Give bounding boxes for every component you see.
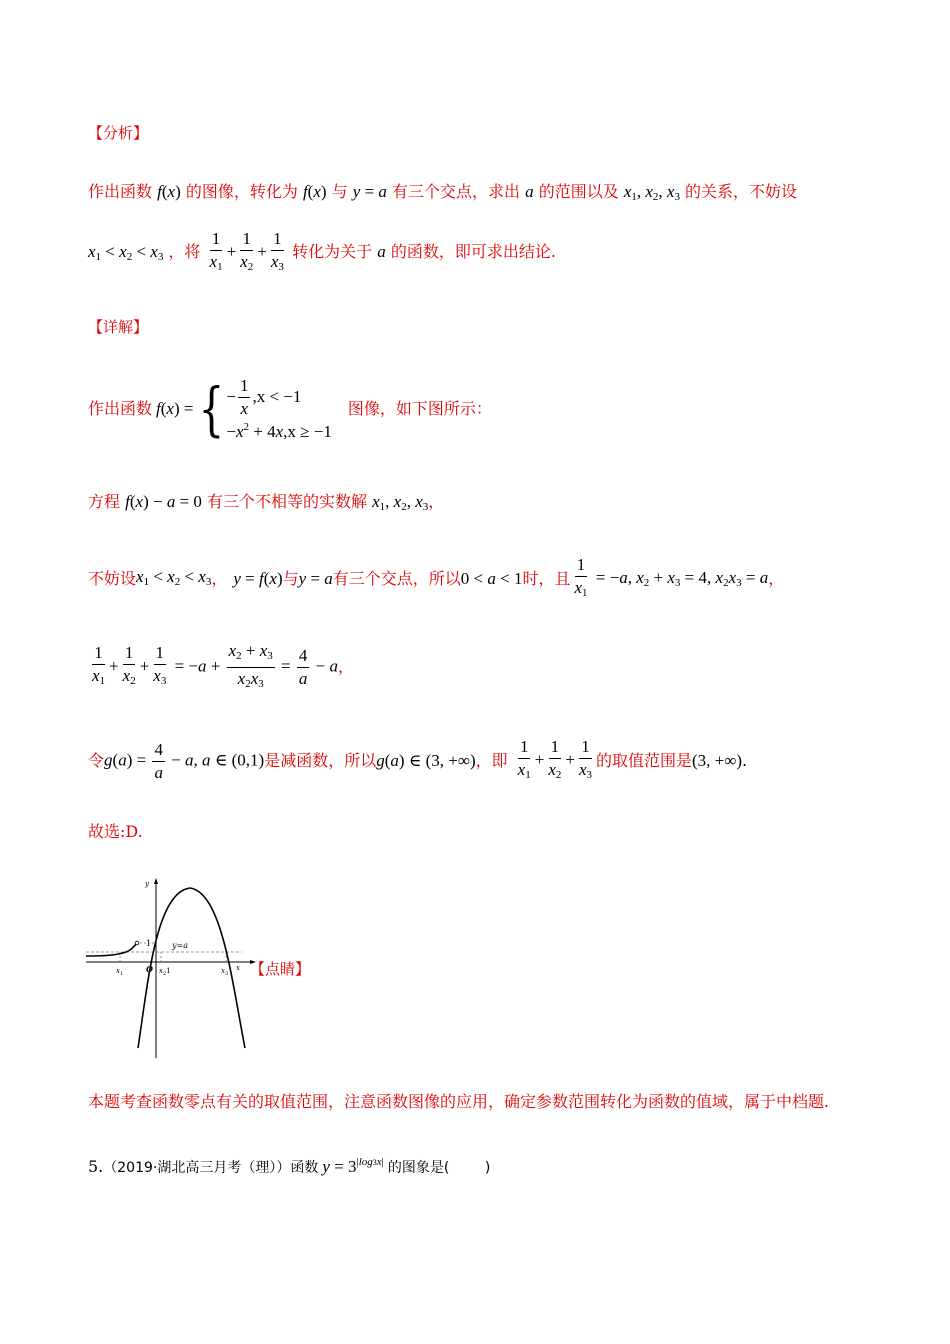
math-equation: f(x) − a = 0 bbox=[125, 492, 202, 511]
comment-heading: 【点睛】 bbox=[250, 960, 311, 978]
math-g: g(a) = $\frac{4}{a}$ − a, a ∈ (0,1) bbox=[104, 739, 265, 782]
piecewise-brace: { bbox=[199, 375, 225, 443]
analysis-text: 转化为关于 bbox=[292, 241, 373, 261]
piecewise-line bbox=[88, 374, 492, 444]
piecewise-cases: − $\frac{1}{x}$ , x < −1 $-x^2 + 4x,x \ge -1$ bbox=[226, 375, 332, 441]
math-y-eq-a: y = a bbox=[298, 569, 333, 588]
analysis-text: 的函数，即可求出结论. bbox=[390, 241, 556, 261]
x1-label: $x_1$ bbox=[116, 967, 124, 977]
analysis-text: 作出函数 bbox=[88, 182, 153, 201]
math-x123: $x_1$, $x_2$, $x_3$ bbox=[372, 492, 429, 513]
detail-text: 是减函数，所以 bbox=[264, 751, 377, 770]
detail-text: 有三个不相等的实数解 bbox=[207, 492, 368, 511]
detail-text: 不妨设 bbox=[88, 569, 137, 588]
analysis-text: 的图像，转化为 bbox=[185, 182, 298, 201]
math-function: $y = 3^{|log3x|}$ bbox=[322, 1156, 384, 1176]
origin-label: O bbox=[146, 964, 153, 974]
detail-text: 时，且 bbox=[522, 569, 571, 588]
detail-text: ，即 bbox=[475, 751, 508, 770]
y-axis-arrow bbox=[154, 878, 158, 884]
math-a: a bbox=[525, 182, 534, 201]
x3-label: $x_3$ bbox=[221, 967, 229, 977]
assume-line: 不妨设 $x_1 < x_2 < x_3$ ， y = f(x) 与 y = a 有三个交点，所以 0 < a < 1 时，且 $\frac{1}{x_1}$ = −a, $x_2 + x_3 = 4$, $x_2x_3 = a$ ， bbox=[88, 555, 784, 603]
analysis-line-2 bbox=[88, 230, 556, 276]
analysis-text: 与 bbox=[331, 182, 348, 201]
math-y-eq-a: y = a bbox=[352, 182, 387, 201]
math-relations: $\frac{1}{x_1}$ = −a, $x_2 + x_3 = 4$, $x_2x_3 = a$ bbox=[574, 555, 769, 599]
detail-text: 作出函数 bbox=[88, 399, 153, 418]
math-a: a bbox=[377, 241, 386, 261]
left-branch-curve bbox=[86, 943, 137, 956]
math-y-eq-fx: y = f(x) bbox=[233, 569, 283, 588]
analysis-text: 有三个交点，求出 bbox=[392, 182, 521, 201]
analysis-heading: 【分析】 bbox=[88, 124, 149, 142]
math-fx: f(x) bbox=[302, 182, 327, 201]
math-x123: $x_1$, $x_2$, $x_3$ bbox=[623, 182, 680, 203]
detail-text: 方程 bbox=[88, 492, 121, 511]
detail-text: 与 bbox=[282, 569, 299, 588]
question-5 bbox=[88, 1152, 490, 1178]
detail-heading: 【详解】 bbox=[88, 318, 149, 336]
equation-line: 方程 f(x) − a = 0 有三个不相等的实数解 $x_1$, $x_2$, $x_3$， bbox=[88, 492, 445, 513]
parabola-curve bbox=[138, 888, 245, 1048]
answer-text: 故选:D. bbox=[88, 822, 143, 841]
question-number: 5. bbox=[88, 1157, 104, 1176]
x2-label: $x_21$ bbox=[159, 967, 171, 977]
detail-text: 令 bbox=[88, 751, 105, 770]
math-order: $x_1 < x_2 < x_3$ bbox=[136, 566, 212, 588]
comment-body: 本题考查函数零点有关的取值范围，注意函数图像的应用，确定参数范围转化为函数的值域，属于中档题. bbox=[88, 1092, 830, 1111]
case-2-condition: x ≥ −1 bbox=[287, 422, 332, 441]
math-fx: f(x) bbox=[157, 182, 181, 201]
sum-line: $\frac{1}{x_1}$ + $\frac{1}{x_2}$ + $\frac{1}{x_3}$ = −a + $\frac{x_2 + x_3}{x_2x_3}$ = $\frac{4}{a}$ − a ， bbox=[88, 642, 354, 692]
y-axis-label: y bbox=[145, 880, 149, 888]
detail-text: 的取值范围是 bbox=[596, 751, 693, 770]
case-1-condition: x < −1 bbox=[256, 387, 302, 406]
math-final-range: (3, +∞) bbox=[692, 751, 743, 770]
math-fx-eq: f(x) = bbox=[156, 399, 194, 418]
analysis-line-1 bbox=[88, 182, 797, 207]
math-g-range: g(a) ∈ (3, +∞) bbox=[376, 751, 476, 770]
question-source: （2019·湖北高三月考（理））函数 bbox=[103, 1160, 319, 1176]
math-reciprocal-sum: $\frac{1}{x_1}$ + $\frac{1}{x_2}$ + $\frac{1}{x_3}$ bbox=[209, 229, 284, 273]
open-endpoint bbox=[135, 941, 139, 945]
detail-text: 有三个交点，所以 bbox=[332, 569, 461, 588]
one-label: 1 bbox=[146, 939, 152, 948]
detail-text: 图像，如下图所示： bbox=[347, 399, 492, 418]
math-sum-expression: $\frac{1}{x_1}$ + $\frac{1}{x_2}$ + $\frac{1}{x_3}$ = −a + $\frac{x_2 + x_3}{x_2x_3}$ = $\frac{4}{a}$ − a bbox=[92, 640, 338, 690]
question-tail: 的图象是( ) bbox=[387, 1160, 491, 1176]
math-a-range: 0 < a < 1 bbox=[460, 569, 523, 588]
analysis-text: 的关系，不妨设 bbox=[685, 182, 798, 201]
analysis-text: 的范围以及 bbox=[538, 182, 619, 201]
x-axis-label: x bbox=[236, 964, 240, 972]
y-eq-a-label: y=a bbox=[172, 941, 188, 950]
math-order: $x_1 < x_2 < x_3$ bbox=[88, 241, 164, 263]
function-graph bbox=[82, 872, 262, 1062]
analysis-text: ，将 bbox=[168, 241, 201, 261]
conclusion-line: 令 g(a) = $\frac{4}{a}$ − a, a ∈ (0,1) 是减函数，所以 g(a) ∈ (3, +∞) ，即 $\frac{1}{x_1}$ + $\frac{1}{x_2}$ + $\frac{1}{x_3}$ 的取值范围是 (3, +∞) . bbox=[88, 736, 747, 786]
math-reciprocal-sum: $\frac{1}{x_1}$ + $\frac{1}{x_2}$ + $\frac{1}{x_3}$ bbox=[517, 737, 592, 781]
